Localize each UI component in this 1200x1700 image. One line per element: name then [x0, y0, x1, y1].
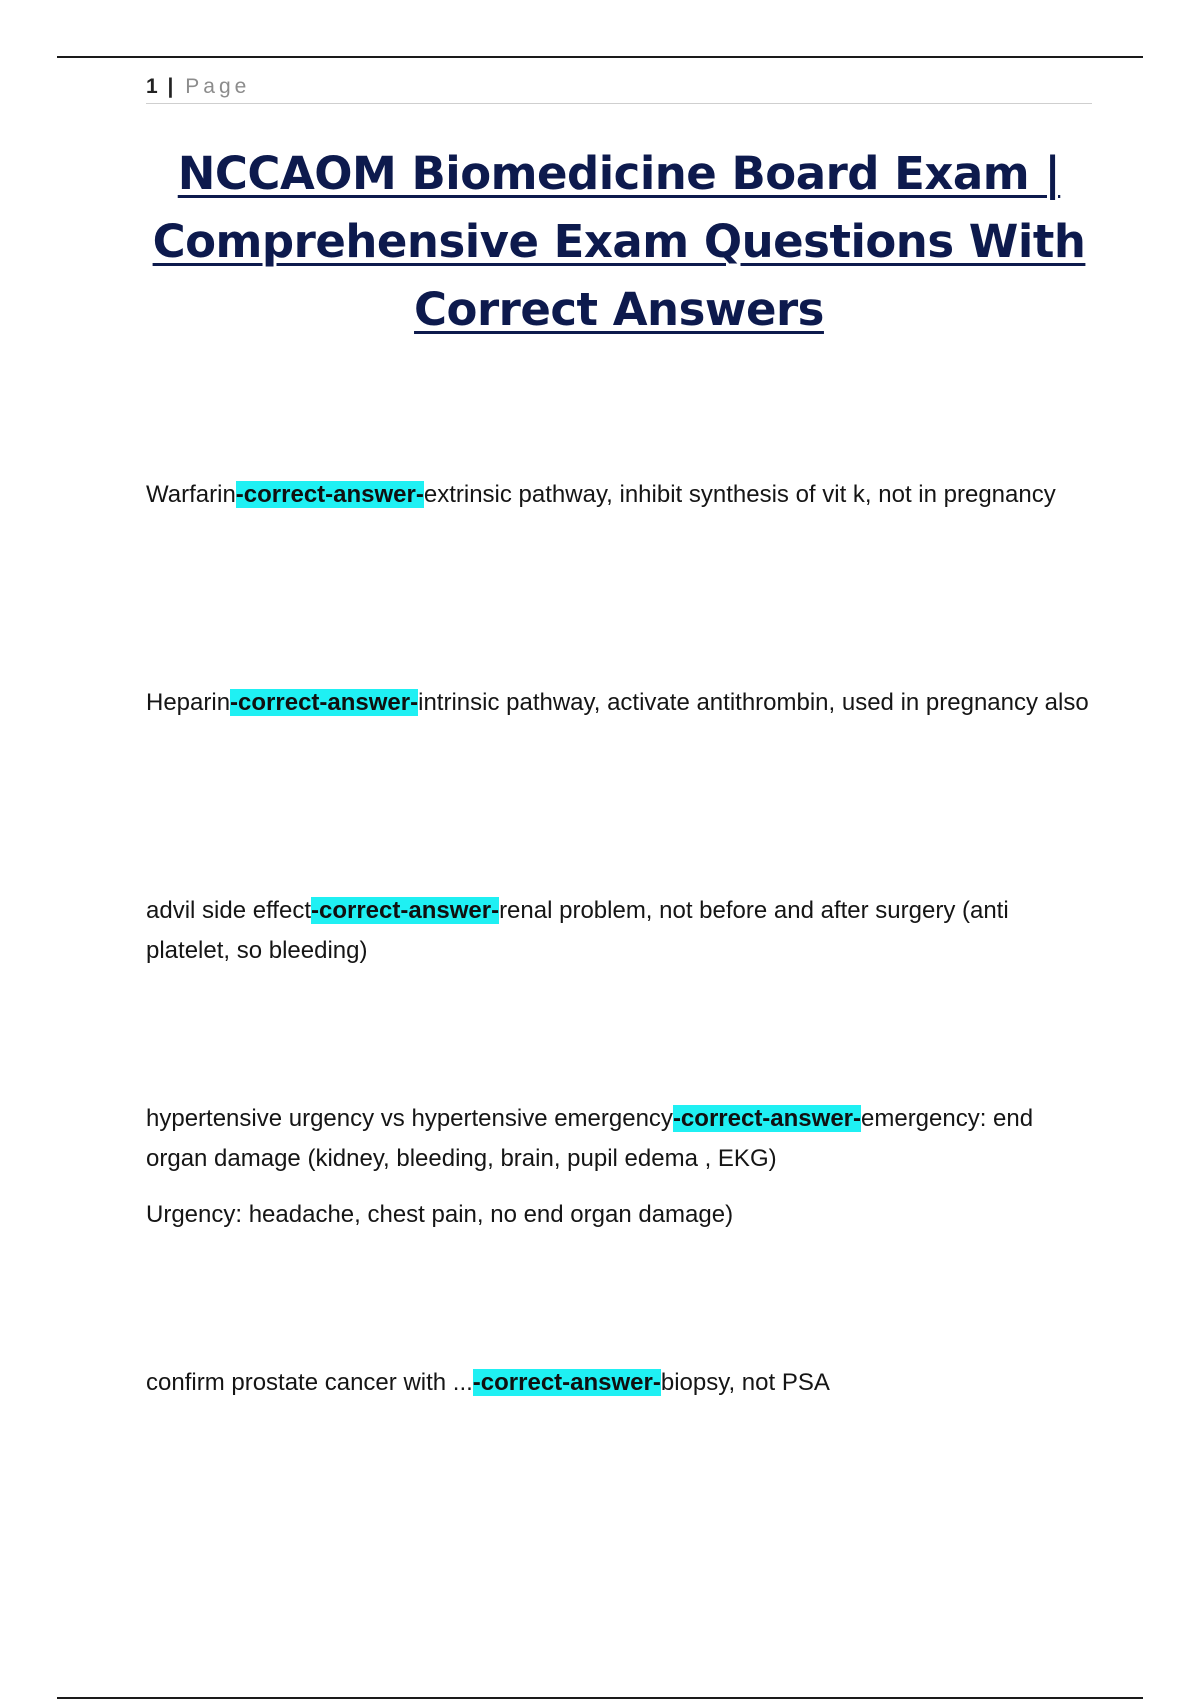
page-separator: |: [167, 75, 174, 98]
qa-text: [146, 1099, 1096, 1179]
qa-text: [146, 891, 1096, 971]
correct-answer-marker: -correct-answer-: [230, 689, 419, 716]
question-text: Warfarin: [146, 481, 236, 508]
page-label: Page: [185, 75, 251, 98]
document-title: NCCAOM Biomedicine Board Exam | Comprehensive Exam Questions With Correct Answers: [152, 147, 1086, 336]
qa-text: [146, 475, 1096, 515]
qa-entry-warfarin: [146, 475, 1096, 515]
qa-entry-prostate: [146, 1363, 1096, 1403]
correct-answer-marker: -correct-answer-: [472, 1369, 661, 1396]
answer-continuation: Urgency: headache, chest pain, no end organ damage): [146, 1201, 734, 1228]
answer-text: renal problem, not before and after surgery (anti platelet, so bleeding): [146, 897, 1009, 964]
question-text: confirm prostate cancer with ...: [146, 1369, 473, 1396]
question-text: Heparin: [146, 689, 231, 716]
qa-entry-advil: [146, 891, 1096, 971]
qa-entry-heparin: [146, 683, 1096, 723]
answer-text: biopsy, not PSA: [660, 1369, 830, 1396]
correct-answer-marker: -correct-answer-: [311, 897, 500, 924]
answer-text: emergency: end organ damage (kidney, bleeding, brain, pupil edema , EKG): [146, 1105, 1034, 1172]
question-text: hypertensive urgency vs hypertensive emergency: [146, 1105, 673, 1132]
answer-text: extrinsic pathway, inhibit synthesis of vit k, not in pregnancy: [423, 481, 1056, 508]
question-text: advil side effect: [146, 897, 311, 924]
page-number: 1: [146, 75, 158, 98]
page-header: [146, 72, 1092, 104]
qa-entry-hypertensive: [146, 1099, 1096, 1235]
top-border-line: [57, 56, 1143, 58]
bottom-border-line: [57, 1697, 1143, 1699]
correct-answer-marker: -correct-answer-: [235, 481, 424, 508]
qa-text: [146, 683, 1096, 723]
qa-text: [146, 1363, 1096, 1403]
correct-answer-marker: -correct-answer-: [672, 1105, 861, 1132]
answer-text: intrinsic pathway, activate antithrombin, used in pregnancy also: [418, 689, 1089, 716]
